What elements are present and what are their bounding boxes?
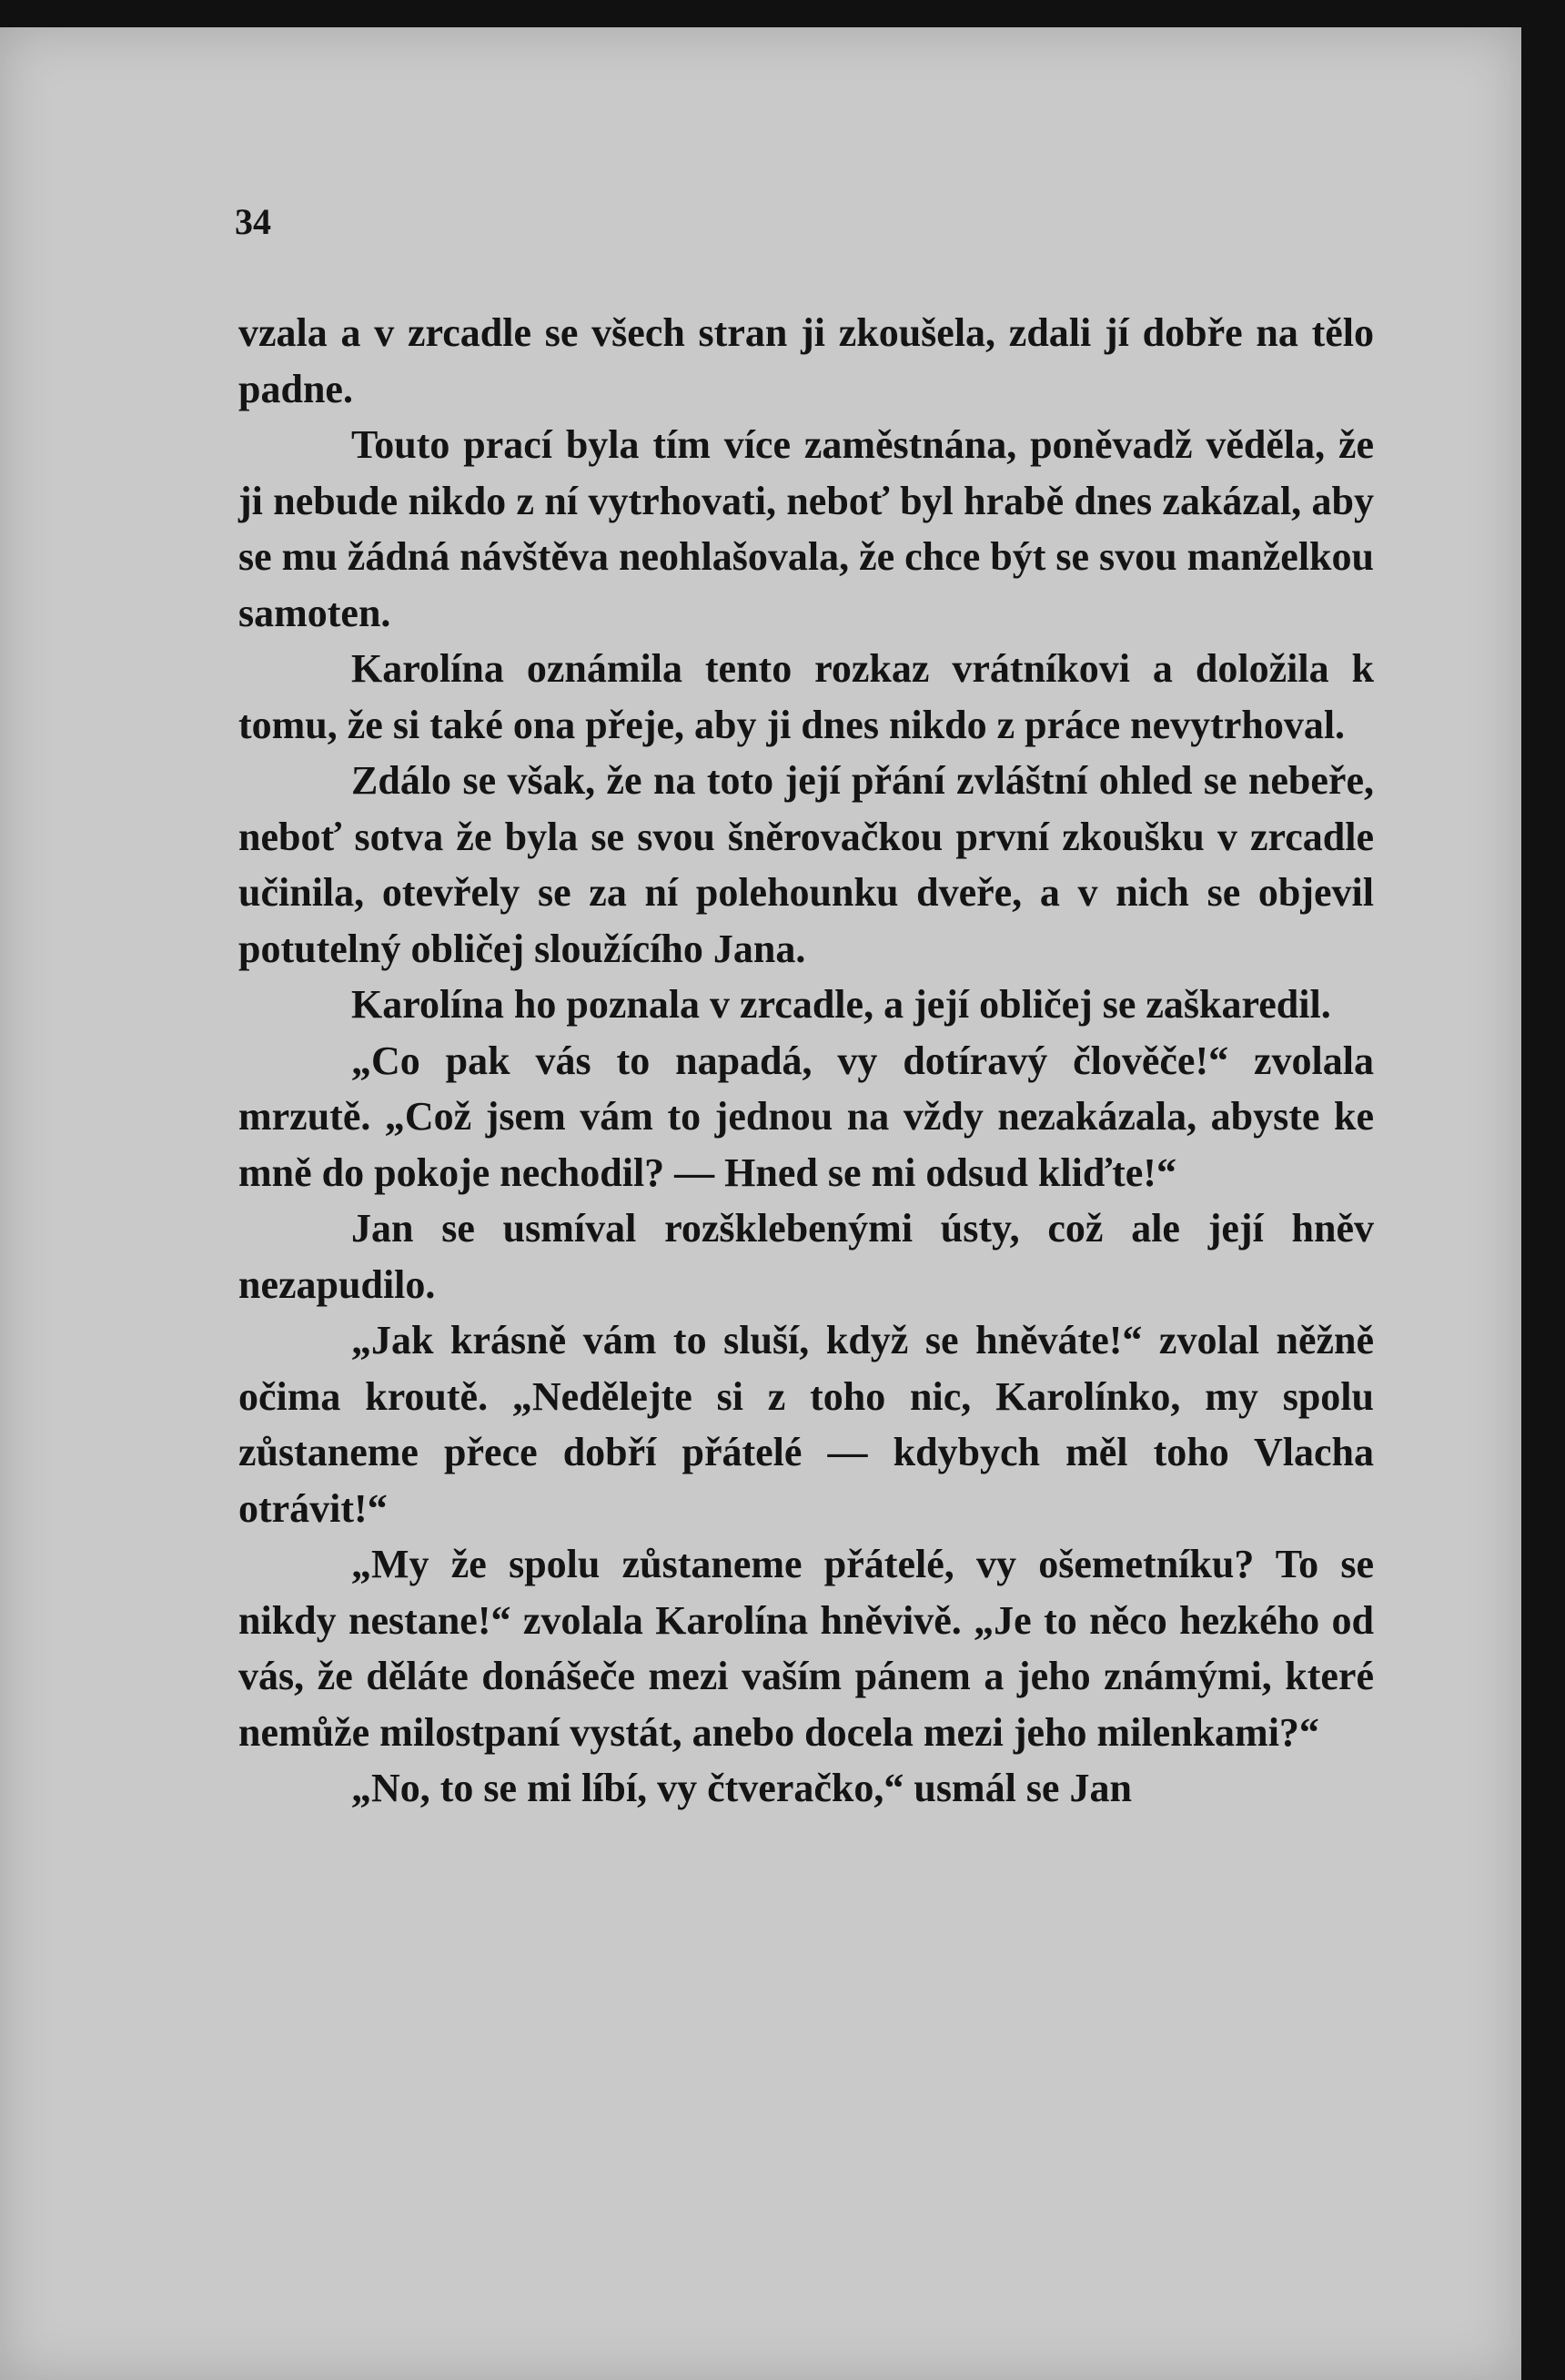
paragraph: Zdálo se však, že na toto její přání zvláštní ohled se nebeře, neboť sotva že byla se svou šněrovačkou první zkoušku v zrcadle učinila, otevřely se za ní polehounku dveře, a v nich se objevil potutelný obličej sloužícího Jana. — [238, 758, 1374, 971]
paragraph: „My že spolu zůstaneme přátelé, vy ošemetníku? To se nikdy nestane!“ zvolala Karolína hněvivě. „Je to něco hezkého od vás, že děláte donášeče mezi vaším pánem a jeho známými, které nemůže milostpaní vystát, anebo docela mezi jeho milenkami?“ — [238, 1542, 1374, 1755]
paragraph: „Jak krásně vám to sluší, když se hněváte!“ zvolal něžně očima kroutě. „Nedělejte si z toho nic, Karolínko, my spolu zůstaneme přece dobří přátelé — kdybych měl toho Vlacha otrávit!“ — [238, 1318, 1374, 1531]
body-text — [238, 305, 1374, 1817]
paragraph: Karolína oznámila tento rozkaz vrátníkovi a doložila k tomu, že si také ona přeje, aby ji dnes nikdo z práce nevytrhoval. — [238, 646, 1374, 747]
page-number: 34 — [235, 201, 271, 242]
scan-top-border — [0, 0, 1565, 27]
paragraph: Jan se usmíval rozšklebenými ústy, což ale její hněv nezapudilo. — [238, 1206, 1374, 1307]
paragraph: Karolína ho poznala v zrcadle, a její obličej se zaškaredil. — [351, 982, 1331, 1027]
paragraph: „Co pak vás to napadá, vy dotíravý člověče!“ zvolala mrzutě. „Což jsem vám to jednou na vždy nezakázala, abyste ke mně do pokoje nechodil? — Hned se mi odsud kliďte!“ — [238, 1038, 1374, 1195]
scan-right-border — [1521, 0, 1565, 2380]
paragraph: Touto prací byla tím více zaměstnána, poněvadž věděla, že ji nebude nikdo z ní vytrhovati, neboť byl hrabě dnes zakázal, aby se mu žádná návštěva neohlašovala, že chce být se svou manželkou samoten. — [238, 422, 1374, 635]
paragraph: vzala a v zrcadle se všech stran ji zkoušela, zdali jí dobře na tělo padne. — [238, 310, 1374, 411]
paragraph: „No, to se mi líbí, vy čtveračko,“ usmál se Jan — [351, 1766, 1132, 1810]
book-page — [0, 27, 1521, 2380]
